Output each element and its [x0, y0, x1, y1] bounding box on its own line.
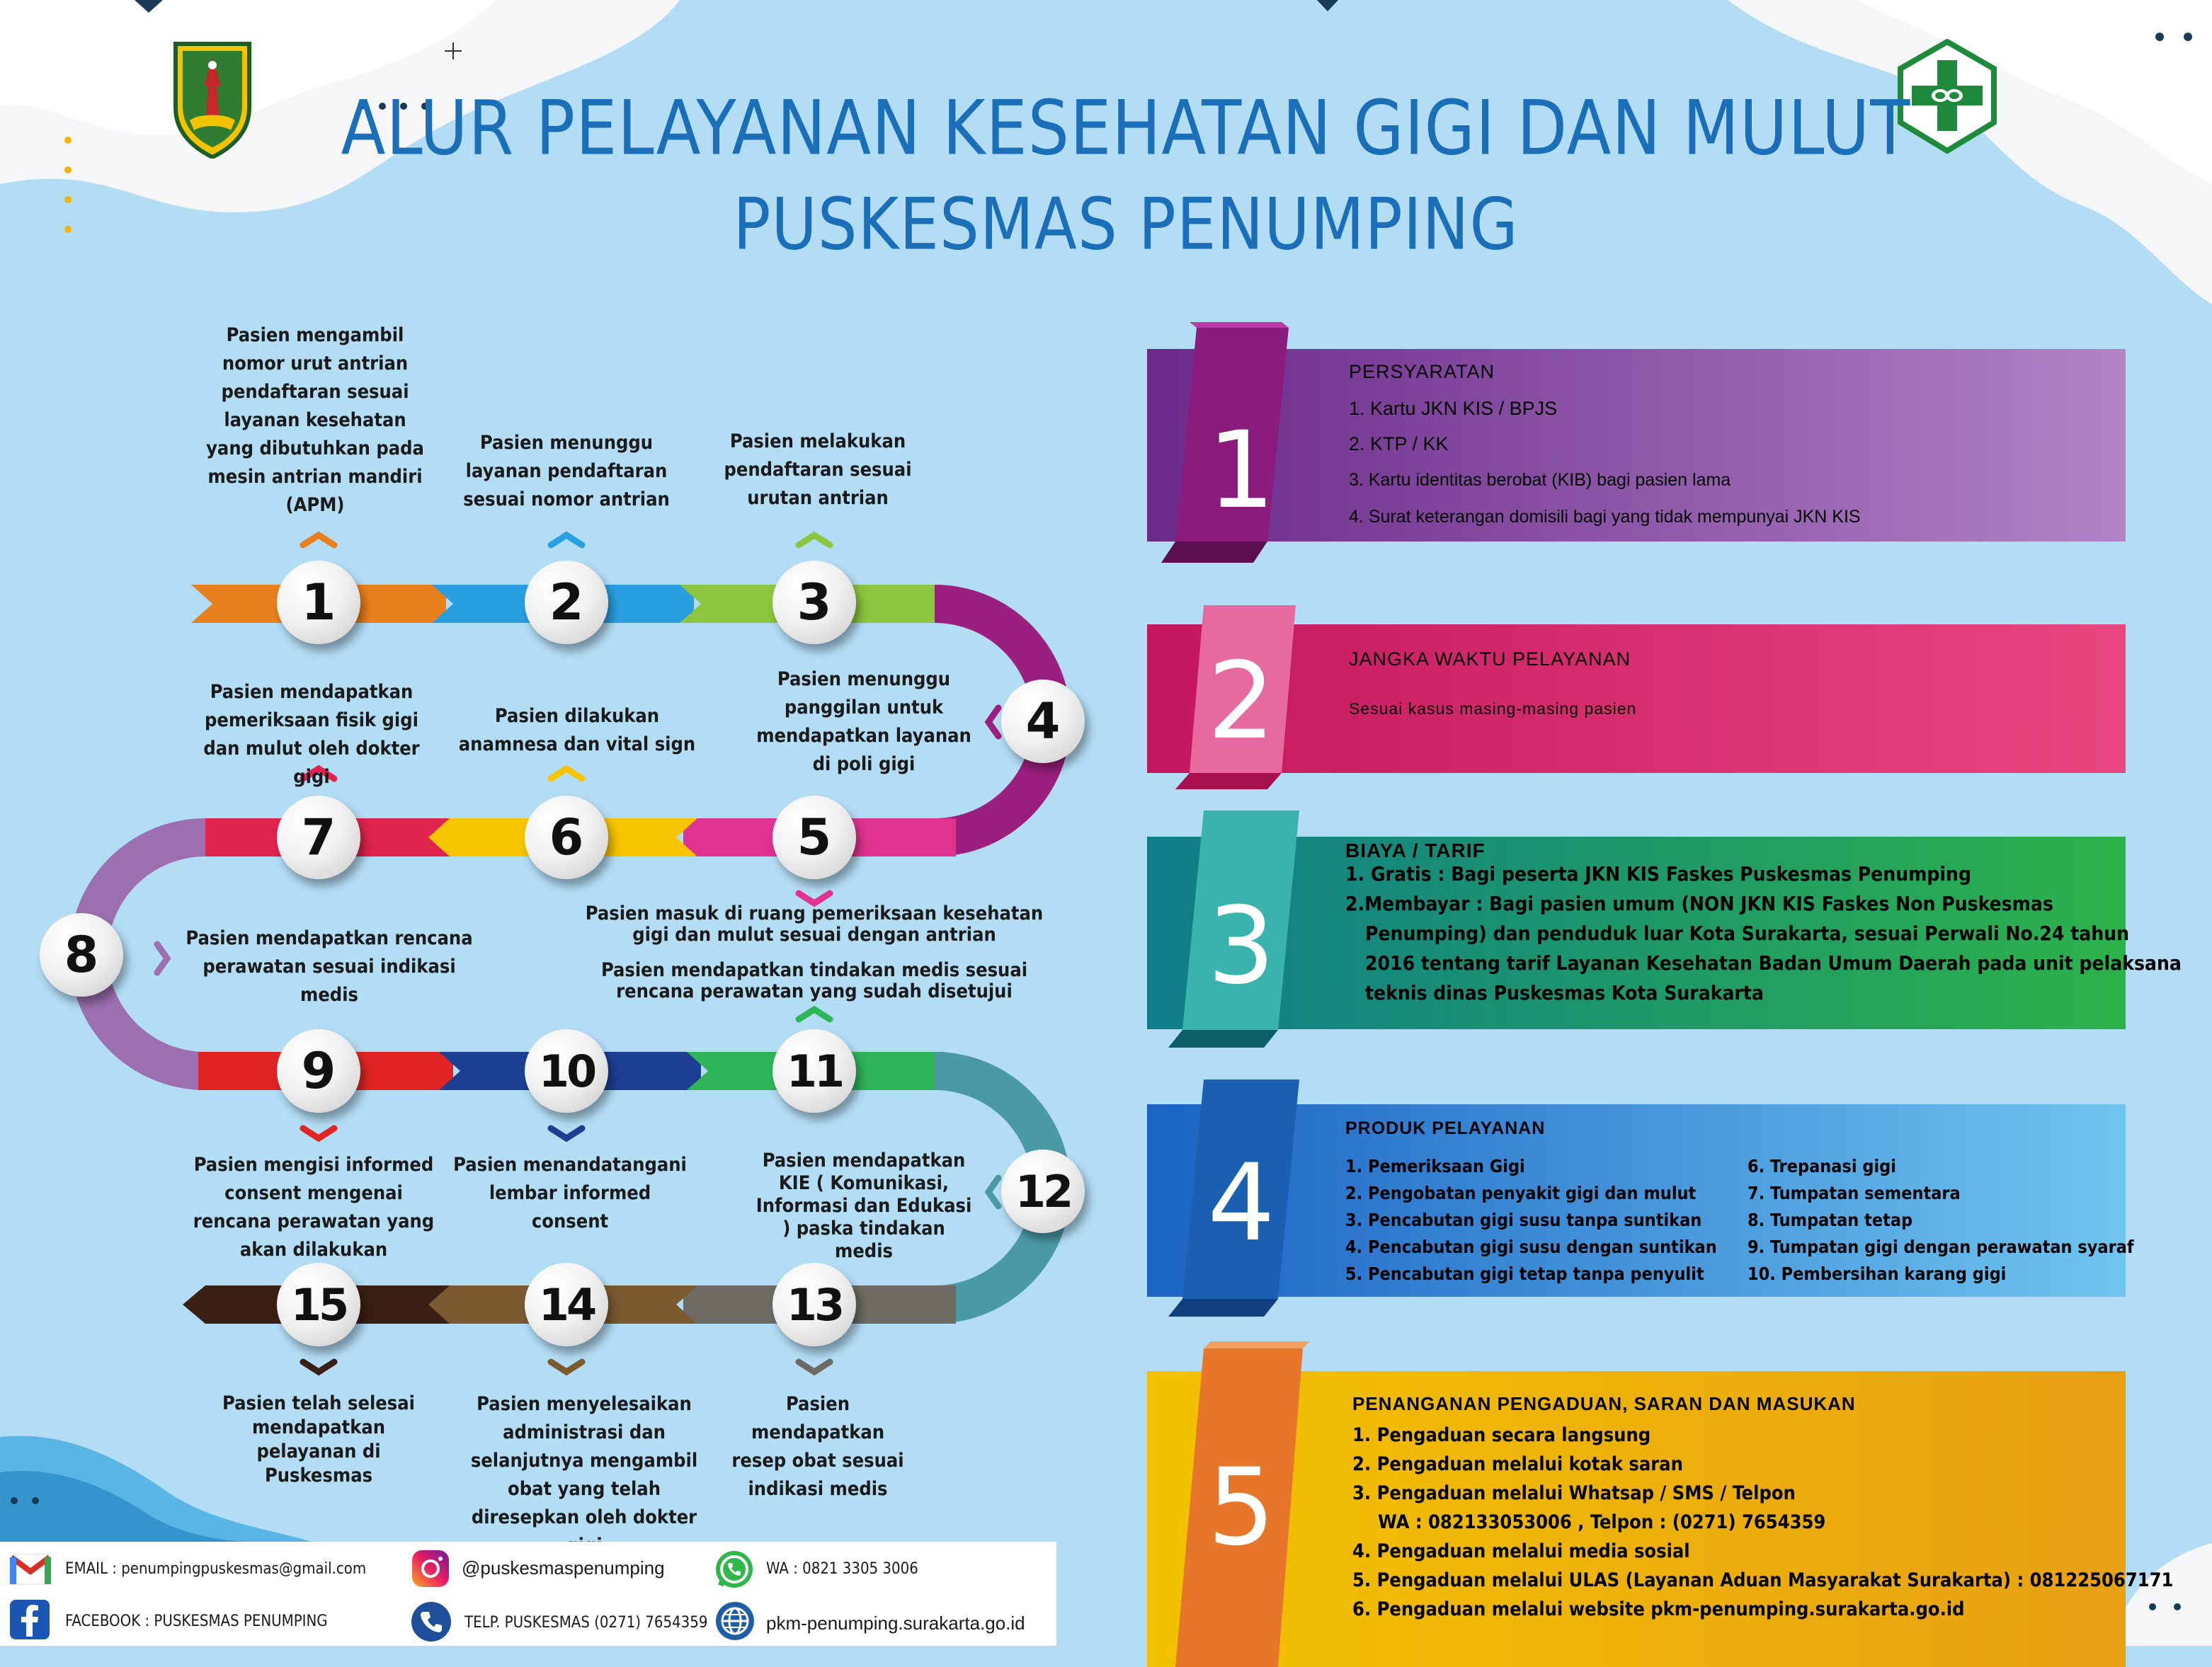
step-number-7: 7: [277, 796, 360, 879]
step-text-5: Pasien masuk di ruang pemeriksaan kesehatan gigi dan mulut sesuai dengan antrian: [585, 903, 1044, 946]
step-number-10: 10: [525, 1029, 608, 1113]
step-number-2: 2: [525, 561, 608, 644]
card-4-left-1: 1. Pemeriksaan Gigi: [1345, 1156, 1525, 1176]
card-1-heading: PERSYARATAN: [1349, 361, 1495, 382]
step-number-13: 13: [773, 1263, 856, 1346]
card-5-line-6: 5. Pengaduan melalui ULAS (Layanan Aduan Masyarakat Surakarta) : 081225067171: [1352, 1569, 2174, 1591]
step-text-8: Pasien mendapatkan rencana perawatan sesuai indikasi medis: [186, 927, 473, 1006]
card-4-right-1: 6. Trepanasi gigi: [1748, 1156, 1896, 1176]
card-1-line-1: 1. Kartu JKN KIS / BPJS: [1349, 398, 1558, 419]
step-text-6: Pasien dilakukan anamnesa dan vital sign: [458, 705, 696, 755]
instagram-icon: [411, 1549, 450, 1588]
instagram-text: @puskesmaspenumping: [462, 1557, 665, 1579]
step-text-2: Pasien menunggu layanan pendaftaran sesuai nomor antrian: [463, 432, 670, 510]
step-number-6: 6: [525, 796, 608, 879]
card-5-line-5: 4. Pengaduan melalui media sosial: [1352, 1540, 1690, 1562]
step-number-5: 5: [773, 796, 856, 879]
phone-text: TELP. PUSKESMAS (0271) 7654359: [464, 1614, 708, 1632]
card-4-left-4: 4. Pencabutan gigi susu dengan suntikan: [1345, 1237, 1717, 1257]
step-number-9: 9: [277, 1029, 360, 1113]
step-text-3: Pasien melakukan pendaftaran sesuai urutan antrian: [724, 430, 912, 509]
step-text-1: Pasien mengambil nomor urut antrian pendaftaran sesuai layanan kesehatan yang dibutuhkan pada mesin antrian mandiri (APM): [206, 324, 424, 516]
step-text-13: Pasien mendapatkan resep obat sesuai indikasi medis: [731, 1393, 904, 1500]
card-3-line-2: 2.Membayar : Bagi pasien umum (NON JKN KIS Faskes Non Puskesmas: [1345, 892, 2053, 915]
phone-icon: [411, 1601, 452, 1642]
card-3-line-4: 2016 tentang tarif Layanan Kesehatan Badan Umum Daerah pada unit pelaksana: [1365, 951, 2182, 975]
card-3-line-1: 1. Gratis : Bagi peserta JKN KIS Faskes Puskesmas Penumping: [1345, 862, 1972, 886]
card-2-line-1: Sesuai kasus masing-masing pasien: [1349, 699, 1637, 718]
step-text-14: Pasien menyelesaikan administrasi dan selanjutnya mengambil obat yang telah diresepkan oleh dokter: [470, 1393, 698, 1528]
card-5-line-2: 2. Pengaduan melalui kotak saran: [1352, 1453, 1683, 1475]
card-4-right-4: 9. Tumpatan gigi dengan perawatan syaraf: [1748, 1237, 2134, 1257]
card-5-line-7: 6. Pengaduan melalui website pkm-penumping.surakarta.go.id: [1352, 1598, 1965, 1620]
card-number-1: 1: [1207, 409, 1275, 532]
card-4-right-2: 7. Tumpatan sementara: [1748, 1183, 1961, 1203]
step-text-4: Pasien menunggu panggilan untuk mendapatkan layanan di poli gigi: [756, 668, 971, 775]
card-4-heading: PRODUK PELAYANAN: [1345, 1118, 1546, 1138]
card-4-right-3: 8. Tumpatan tetap: [1748, 1210, 1913, 1230]
card-4-left-3: 3. Pencabutan gigi susu tanpa suntikan: [1345, 1210, 1702, 1230]
card-1-line-2: 2. KTP / KK: [1349, 433, 1449, 454]
website-text: pkm-penumping.surakarta.go.id: [766, 1612, 1025, 1634]
globe-icon: [715, 1601, 755, 1641]
card-number-2: 2: [1207, 640, 1275, 763]
card-3-heading: BIAYA / TARIF: [1345, 840, 1486, 861]
card-number-4: 4: [1207, 1142, 1275, 1265]
card-1-line-4: 4. Surat keterangan domisili bagi yang tidak mempunyai JKN KIS: [1349, 507, 1861, 527]
card-5-line-1: 1. Pengaduan secara langsung: [1352, 1424, 1651, 1446]
facebook-text: FACEBOOK : PUSKESMAS PENUMPING: [65, 1612, 328, 1630]
step-text-12: Pasien mendapatkan KIE ( Komunikasi, Informasi dan Edukasi ) paska tindakan medis: [756, 1150, 972, 1262]
step-text-15: Pasien telah selesai mendapatkan pelayanan di Puskesmas: [222, 1392, 415, 1486]
step-number-8: 8: [40, 913, 123, 997]
card-number-3: 3: [1207, 885, 1275, 1008]
card-4-left-2: 2. Pengobatan penyakit gigi dan mulut: [1345, 1183, 1697, 1203]
title-line-2: PUSKESMAS PENUMPING: [733, 182, 1519, 266]
card-3-line-5: teknis dinas Puskesmas Kota Surakarta: [1365, 981, 1764, 1004]
step-text-7: Pasien mendapatkan pemeriksaan fisik gigi dan mulut oleh dokter gigi: [203, 681, 420, 788]
card-2-heading: JANGKA WAKTU PELAYANAN: [1349, 648, 1631, 670]
facebook-icon: [10, 1600, 50, 1639]
step-number-14: 14: [525, 1263, 608, 1346]
step-text-9: Pasien mengisi informed consent mengenai rencana perawatan yang akan dilakukan: [193, 1154, 435, 1261]
title-line-1: ALUR PELAYANAN KESEHATAN GIGI DAN MULUT: [341, 84, 1911, 173]
card-4-left-5: 5. Pencabutan gigi tetap tanpa penyulit: [1345, 1264, 1704, 1284]
step-number-4: 4: [1001, 680, 1085, 763]
email-text: EMAIL : penumpingpuskesmas@gmail.com: [65, 1560, 367, 1578]
step-number-1: 1: [277, 561, 360, 644]
card-number-5: 5: [1207, 1446, 1275, 1569]
card-2-bg: [1147, 624, 2126, 773]
step-text-11: Pasien mendapatkan tindakan medis sesuai rencana perawatan yang sudah disetujui: [600, 959, 1028, 1002]
card-5-line-3: 3. Pengaduan melalui Whatsap / SMS / Telpon: [1352, 1482, 1796, 1504]
step-number-12: 12: [1001, 1150, 1085, 1233]
card-3-line-3: Penumping) dan penduduk luar Kota Surakarta, sesuai Perwali No.24 tahun: [1365, 922, 2130, 945]
contact-footer: [0, 1542, 1056, 1646]
gmail-icon: [8, 1552, 52, 1587]
card-5-heading: PENANGANAN PENGADUAN, SARAN DAN MASUKAN: [1352, 1393, 1856, 1414]
card-5-line-4: WA : 082133053006 , Telpon : (0271) 7654359: [1378, 1511, 1826, 1533]
card-4-right-5: 10. Pembersihan karang gigi: [1748, 1264, 2007, 1284]
step-number-15: 15: [277, 1263, 360, 1346]
whatsapp-text: WA : 0821 3305 3006: [766, 1560, 918, 1578]
card-1-line-3: 3. Kartu identitas berobat (KIB) bagi pasien lama: [1349, 470, 1731, 490]
whatsapp-icon: [714, 1549, 755, 1590]
step-number-11: 11: [773, 1029, 856, 1113]
step-text-10: Pasien menandatangani lembar informed consent: [453, 1154, 687, 1232]
step-number-3: 3: [773, 561, 856, 644]
